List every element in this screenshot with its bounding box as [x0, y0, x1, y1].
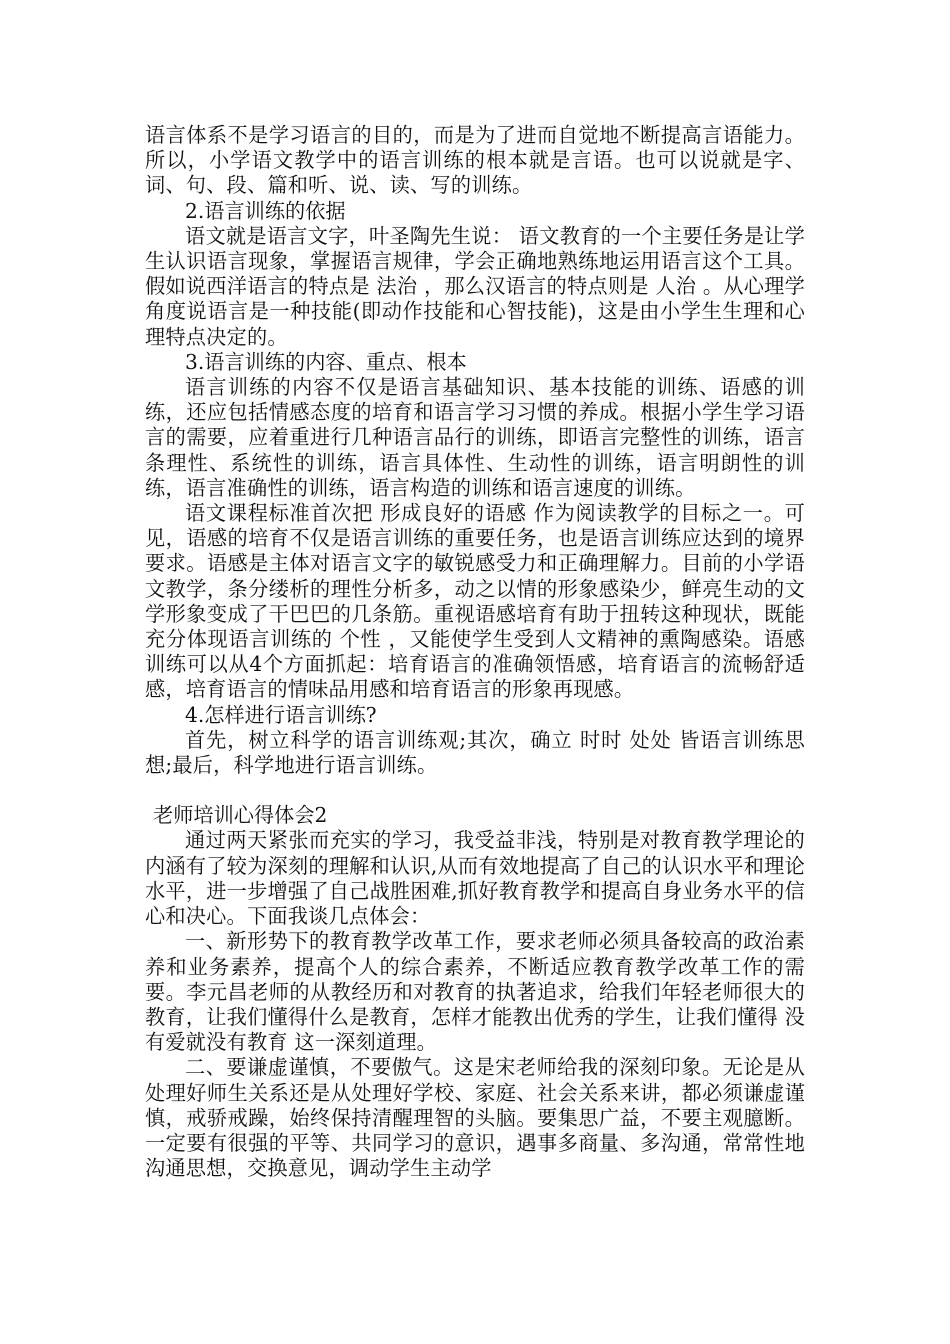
heading-how-to: 4.怎样进行语言训练?	[185, 702, 377, 727]
paragraph-intro: 通过两天紧张而充实的学习，我受益非浅，特别是对教育教学理论的内涵有了较为深刻的理解和认识,从而有效地提高了自己的认识水平和理论水平，进一步增强了自己战胜困难,抓好教育教学和提高自身业务水平的信心和决心。下面我谈几点体会：	[145, 828, 805, 929]
paragraph-content: 语言训练的内容不仅是语言基础知识、基本技能的训练、语感的训练，还应包括情感态度的培育和语言学习习惯的养成。根据小学生学习语言的需要，应着重进行几种语言品行的训练，即语言完整性的训练，语言条理性、系统性的训练，语言具体性、生动性的训练，语言明朗性的训练，语言准确性的训练，语言构造的训练和语言速度的训练。	[145, 375, 805, 500]
paragraph-basis: 语文就是语言文字，叶圣陶先生说： 语文教育的一个主要任务是让学生认识语言现象，掌握语言规律，学会正确地熟练地运用语言这个工具。 假如说西洋语言的特点是 法治 ，那么汉语言的特点则是 人治 。从心理学角度说语言是一种技能(即动作技能和心智技能)，这是由小学生生理和心理特点决定的。	[145, 223, 805, 349]
document-page	[145, 123, 805, 1181]
paragraph-how-to: 首先，树立科学的语言训练观;其次，确立 时时 处处 皆语言训练思想;最后，科学地进行语言训练。	[145, 727, 805, 778]
paragraph-point-two: 二、要谦虚谨慎，不要傲气。这是宋老师给我的深刻印象。无论是从处理好师生关系还是从处理好学校、家庭、社会关系来讲，都必须谦虚谨慎，戒骄戒躁，始终保持清醒理智的头脑。要集思广益，不要主观臆断。一定要有很强的平等、共同学习的意识，遇事多商量、多沟通，常常性地沟通思想，交换意见，调动学生主动学	[145, 1055, 805, 1181]
paragraph-language-system: 语言体系不是学习语言的目的，而是为了进而自觉地不断提高言语能力。所以，小学语文教学中的语言训练的根本就是言语。也可以说就是字、词、句、段、篇和听、说、读、写的训练。	[145, 123, 805, 198]
paragraph-language-sense: 语文课程标准首次把 形成良好的语感 作为阅读教学的目标之一。可见，语感的培育不仅是语言训练的重要任务，也是语言训练应达到的境界要求。语感是主体对语言文字的敏锐感受力和正确理解力。目前的小学语文教学，条分缕析的理性分析多，动之以情的形象感染少，鲜亮生动的文学形象变成了干巴巴的几条筋。重视语感培育有助于扭转这种现状，既能充分体现语言训练的 个性 ，又能使学生受到人文精神的熏陶感染。语感训练可以从4个方面抓起：培育语言的准确领悟感，培育语言的流畅舒适感，培育语言的情味品用感和培育语言的形象再现感。	[145, 501, 805, 702]
heading-basis: 2.语言训练的依据	[185, 198, 346, 223]
heading-content: 3.语言训练的内容、重点、根本	[185, 349, 467, 374]
paragraph-point-one: 一、新形势下的教育教学改革工作，要求老师必须具备较高的政治素养和业务素养，提高个人的综合素养，不断适应教育教学改革工作的需要。李元昌老师的从教经历和对教育的执著追求，给我们年轻老师很大的教育，让我们懂得什么是教育，怎样才能教出优秀的学生，让我们懂得 没有爱就没有教育 这一深刻道理。	[145, 929, 805, 1055]
section-title: 老师培训心得体会2	[153, 803, 328, 828]
